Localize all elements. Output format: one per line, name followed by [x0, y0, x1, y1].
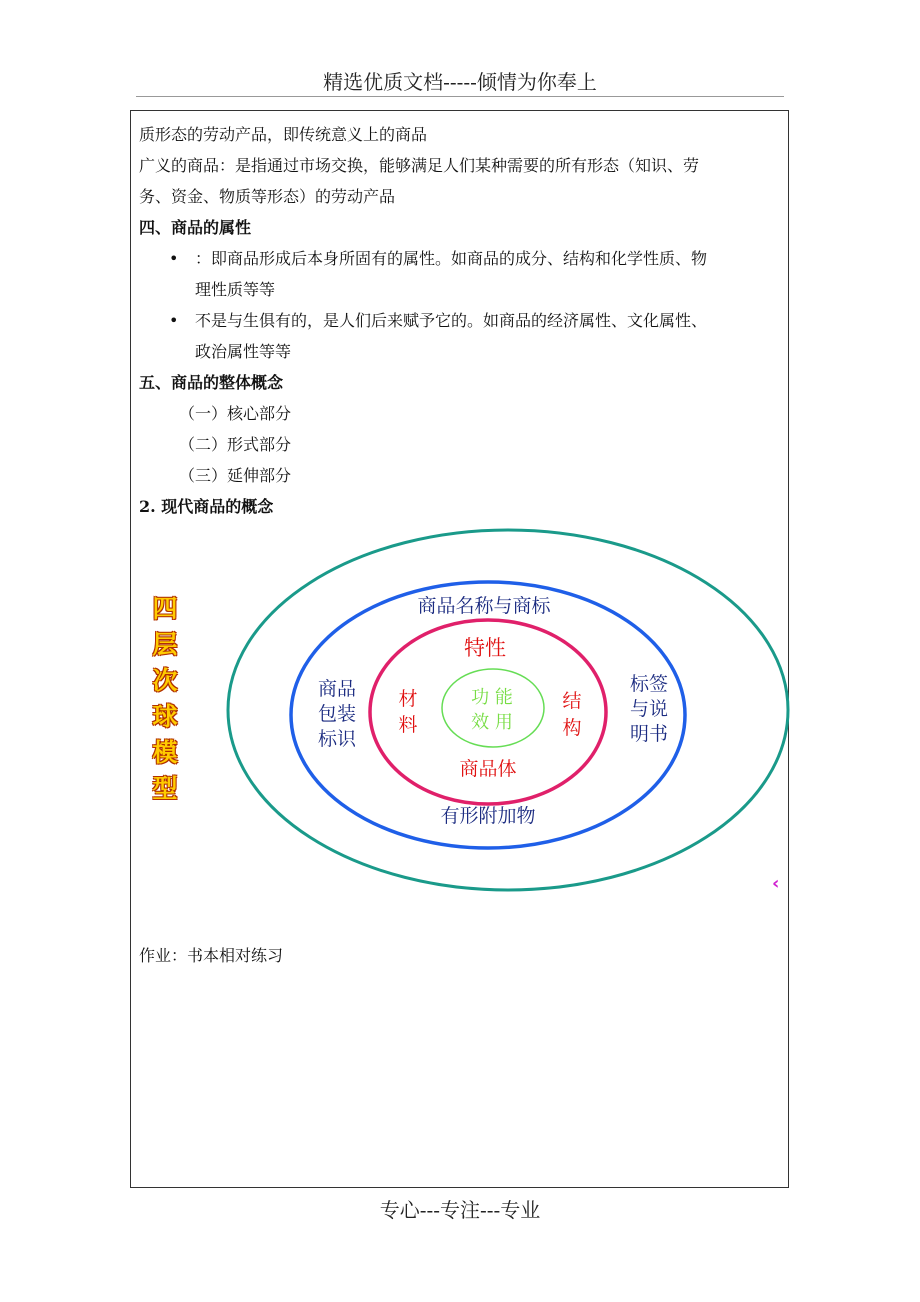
side-label-char: 次 [152, 666, 178, 695]
sub-item: （二）形式部分 [179, 435, 292, 454]
structure-label-char: 结 [562, 690, 582, 712]
four-layer-model-diagram [223, 522, 793, 902]
bullet-text: 不是与生俱有的，是人们后来赋予它的。如商品的经济属性、文化属性、 [195, 311, 708, 330]
section-heading-concept: 五、商品的整体概念 [139, 373, 284, 392]
page-header: 精选优质文档-----倾情为你奉上 [323, 70, 597, 94]
manual-label-line: 与说 [629, 698, 669, 720]
manual-label-line: 标签 [629, 673, 669, 695]
side-label-char: 四 [152, 594, 178, 623]
packaging-label-line: 包装 [317, 703, 357, 725]
side-label-char: 型 [152, 774, 178, 803]
homework-line: 作业：书本相对练习 [139, 946, 284, 965]
core-function-label: 功 能 [471, 687, 513, 708]
section-heading-attributes: 四、商品的属性 [139, 218, 252, 237]
sub-item: （三）延伸部分 [179, 466, 292, 485]
content-frame [130, 110, 789, 1188]
bullet-icon: • [169, 249, 179, 268]
structure-label-char: 构 [562, 717, 582, 739]
text-line: 广义的商品：是指通过市场交换，能够满足人们某种需要的所有形态（知识、劳 [139, 156, 700, 175]
manual-label-line: 明书 [629, 723, 669, 745]
bullet-text: ：即商品形成后本身所固有的属性。如商品的成分、结构和化学性质、物 [195, 249, 708, 268]
packaging-label-line: 标识 [317, 728, 357, 750]
material-label-char: 料 [398, 714, 418, 736]
product-body-label: 商品体 [459, 758, 517, 780]
header-rule [136, 96, 784, 97]
model-side-label [145, 591, 185, 807]
bullet-icon: • [169, 311, 179, 330]
text-line: 务、资金、物质等形态）的劳动产品 [139, 187, 396, 206]
side-label-char: 层 [152, 630, 178, 659]
bullet-item [139, 305, 779, 367]
section-heading-modern: 2. 现代商品的概念 [139, 497, 274, 516]
page-footer: 专心---专注---专业 [379, 1198, 541, 1222]
characteristics-label: 特性 [464, 636, 506, 660]
core-ring [442, 669, 544, 747]
bullet-item [139, 243, 779, 305]
content-body [139, 119, 779, 522]
packaging-label-line: 商品 [317, 678, 357, 700]
bullet-text: 理性质等等 [195, 280, 276, 299]
brand-name-label: 商品名称与商标 [417, 595, 551, 617]
nav-arrow-icon[interactable]: ‹ [772, 873, 780, 894]
side-label-char: 球 [152, 702, 178, 731]
tangible-additions-label: 有形附加物 [440, 805, 536, 827]
side-label-char: 模 [152, 738, 178, 767]
core-utility-label: 效 用 [471, 712, 513, 733]
text-line: 质形态的劳动产品，即传统意义上的商品 [139, 125, 428, 144]
sub-item: （一）核心部分 [179, 404, 292, 423]
material-label-char: 材 [398, 688, 418, 710]
bullet-text: 政治属性等等 [195, 342, 292, 361]
